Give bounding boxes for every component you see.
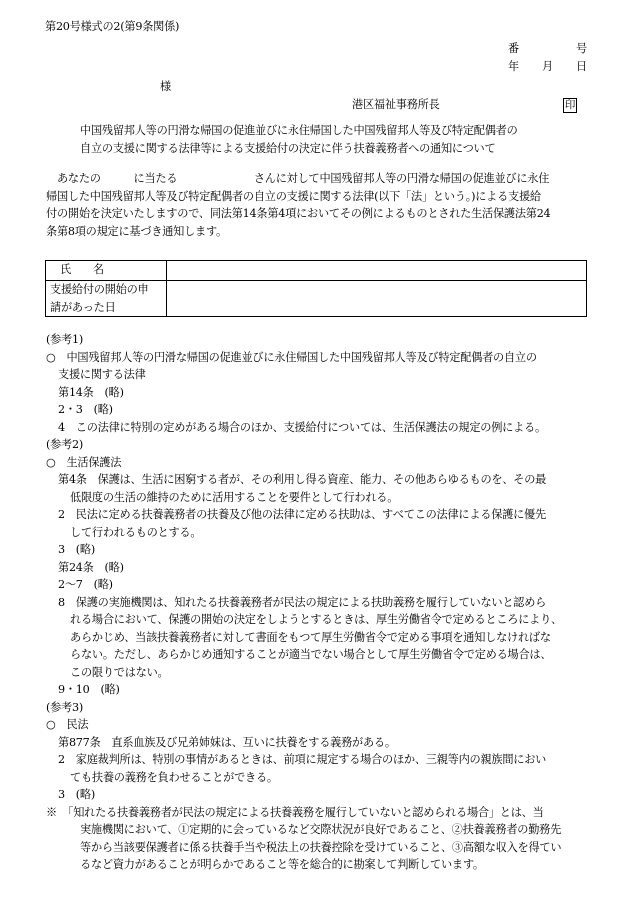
- reference-line: ○ 生活保護法: [46, 455, 122, 469]
- reference-line: して行われるものとする。: [70, 525, 202, 539]
- name-value-cell: [167, 261, 587, 281]
- reference-line: あらかじめ、当該扶養義務者に対して書面をもつて厚生労働省令で定める事項を通知しなければな: [70, 630, 551, 644]
- reference-line: 第24条 (略): [58, 560, 124, 574]
- reference-line: 2・3 (略): [58, 403, 113, 416]
- reference-line: らない。ただし、あらかじめ通知することが適当でない場合として厚生労働省令で定める場合は、: [70, 648, 552, 661]
- reference-line: ※ 「知れたる扶養義務者が民法の規定による扶養義務を履行していないと認められる場合」とは、当: [46, 805, 544, 819]
- seal-mark: 印: [564, 99, 576, 111]
- reference-line: 4 この法律に特別の定めがある場合のほか、支援給付については、生活保護法の規定の例による。: [58, 420, 546, 434]
- reference-line: ○ 民法: [46, 718, 89, 731]
- number-suffix: 号: [576, 42, 587, 55]
- official-seal: [563, 96, 577, 114]
- reference-line: (参考2): [46, 438, 83, 451]
- body-line: 条第8項の規定に基づき通知します。: [46, 224, 227, 238]
- reference-line: 等から当該要保護者に係る扶養手当や税法上の扶養控除を受けていること、③高額な収入を得てい: [80, 840, 562, 854]
- body-line: 付の開始を決定いたしますので、同法第14条第4項においてその例によるものとされた生活保護法第24: [46, 207, 551, 220]
- reference-line: 8 保護の実施機関は、知れたる扶養義務者が民法の規定による扶助義務を履行していないと認めら: [58, 595, 547, 609]
- reference-line: 3 (略): [58, 543, 95, 556]
- reference-line: (参考3): [46, 700, 83, 714]
- reference-line: ても扶養の義務を負わせることができる。: [70, 770, 278, 784]
- body-line: 帰国した中国残留邦人等及び特定配偶者の自立の支援に関する法律(以下「法」という。)による支援給: [46, 189, 541, 203]
- reference-line: 2〜7 (略): [58, 578, 113, 591]
- reference-line: (参考1): [46, 333, 83, 346]
- reference-line: この限りではない。: [70, 665, 169, 679]
- title-line: 自立の支援に関する法律等による支援給付の決定に伴う扶養義務者への通知について: [80, 141, 496, 155]
- body-line: あなたの に当たる さんに対して中国残留邦人等の円滑な帰国の促進並びに永住: [46, 172, 550, 185]
- reference-line: 第4条 保護は、生活に困窮する者が、その利用し得る資産、能力、その他あらゆるものを、その最: [58, 473, 547, 486]
- date-label-line: 支援給付の開始の申: [50, 283, 149, 296]
- number-label: 番: [508, 42, 519, 55]
- name-label: 氏 名: [60, 263, 104, 276]
- notice-title: [80, 122, 518, 157]
- date-label-line: 請があった日: [50, 300, 116, 314]
- reference-line: 支援に関する法律: [58, 368, 146, 381]
- title-line: 中国残留邦人等の円滑な帰国の促進並びに永住帰国した中国残留邦人等及び特定配偶者の: [80, 124, 518, 137]
- year-label: 年: [508, 60, 519, 73]
- reference-line: 2 家庭裁判所は、特別の事情があるときは、前項に規定する場合のほか、三親等内の親族間におい: [58, 753, 547, 766]
- reference-line: るなど資力があることが明らかであること等を総合的に勘案して判断しています。: [80, 858, 484, 871]
- reference-line: 第877条 直系血族及び兄弟姉妹は、互いに扶養をする義務がある。: [58, 735, 396, 749]
- reference-line: 2 民法に定める扶養義務者の扶養及び他の法律に定める扶助は、すべてこの法律による保護に優先: [58, 508, 546, 521]
- day-label: 日: [576, 60, 587, 73]
- issuer-office: 港区福祉事務所長: [352, 98, 440, 111]
- reference-line: 第14条 (略): [58, 385, 124, 399]
- reference-line: 実施機関において、①定期的に会っているなど交際状況が良好であること、②扶養義務者の勤務先: [80, 823, 562, 836]
- date-value-cell: [167, 281, 587, 317]
- info-table: [45, 260, 587, 317]
- date-label-cell: [46, 281, 167, 317]
- reference-section: [46, 331, 596, 874]
- notice-body: [46, 170, 588, 240]
- reference-line: ○ 中国残留邦人等の円滑な帰国の促進並びに永住帰国した中国残留邦人等及び特定配偶者の自立の: [46, 350, 537, 364]
- reference-line: れる場合において、保護の開始の決定をしようとするときは、厚生労働省令で定めるところにより、: [70, 613, 562, 626]
- reference-line: 低限度の生活の維持のために活用することを要件として行われる。: [70, 490, 399, 504]
- recipient-honorific: 様: [160, 80, 171, 93]
- form-number: 第20号様式の2(第9条関係): [45, 20, 180, 33]
- reference-line: 3 (略): [58, 788, 95, 801]
- name-label-cell: [46, 261, 167, 281]
- month-label: 月: [542, 60, 553, 73]
- reference-line: 9・10 (略): [58, 683, 120, 696]
